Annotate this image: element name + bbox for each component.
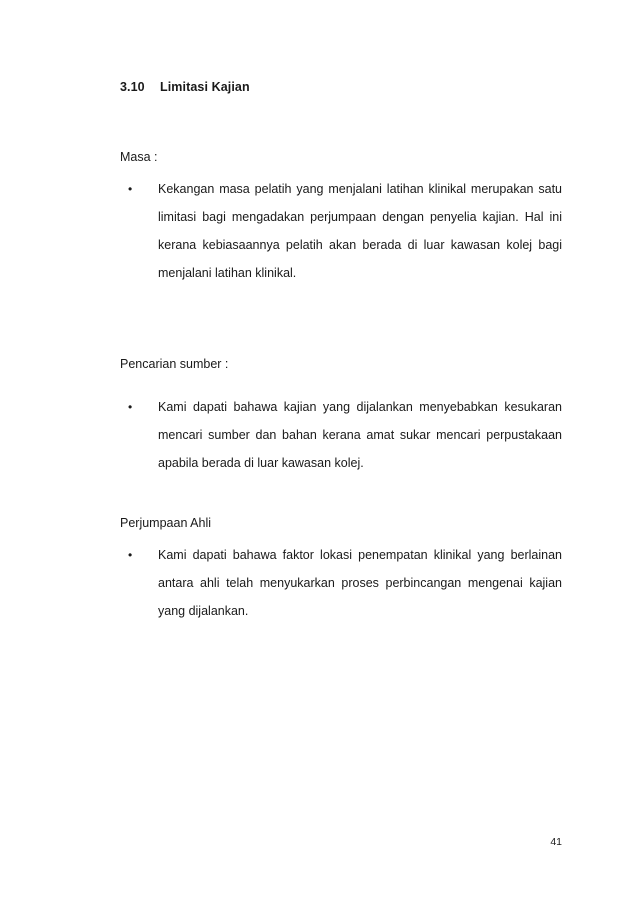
bullet-icon: • bbox=[128, 548, 133, 562]
bullet-text-masa: Kekangan masa pelatih yang menjalani latihan klinikal merupakan satu limitasi bagi mengadakan perjumpaan dengan penyelia kajian. Hal ini kerana kebiasaannya pelatih akan berada di luar kawasan kolej bagi menjalani latihan klinikal. bbox=[158, 182, 562, 280]
bullet-text-perjumpaan-ahli: Kami dapati bahawa faktor lokasi penempatan klinikal yang berlainan antara ahli telah menyukarkan proses perbincangan mengenai kajian yang dijalankan. bbox=[158, 548, 562, 618]
section-label-pencarian-sumber: Pencarian sumber : bbox=[120, 357, 229, 371]
bullet-icon: • bbox=[128, 182, 133, 196]
bullet-text-pencarian-sumber: Kami dapati bahawa kajian yang dijalankan menyebabkan kesukaran mencari sumber dan bahan kerana amat sukar mencari perpustakaan apabila berada di luar kawasan kolej. bbox=[158, 400, 562, 470]
section-title: Limitasi Kajian bbox=[160, 80, 250, 94]
bullet-icon: • bbox=[128, 400, 133, 414]
section-label-masa: Masa : bbox=[120, 150, 158, 164]
section-label-perjumpaan-ahli: Perjumpaan Ahli bbox=[120, 516, 212, 530]
section-heading bbox=[120, 80, 250, 94]
section-number: 3.10 bbox=[120, 80, 145, 94]
page-number: 41 bbox=[550, 836, 562, 848]
